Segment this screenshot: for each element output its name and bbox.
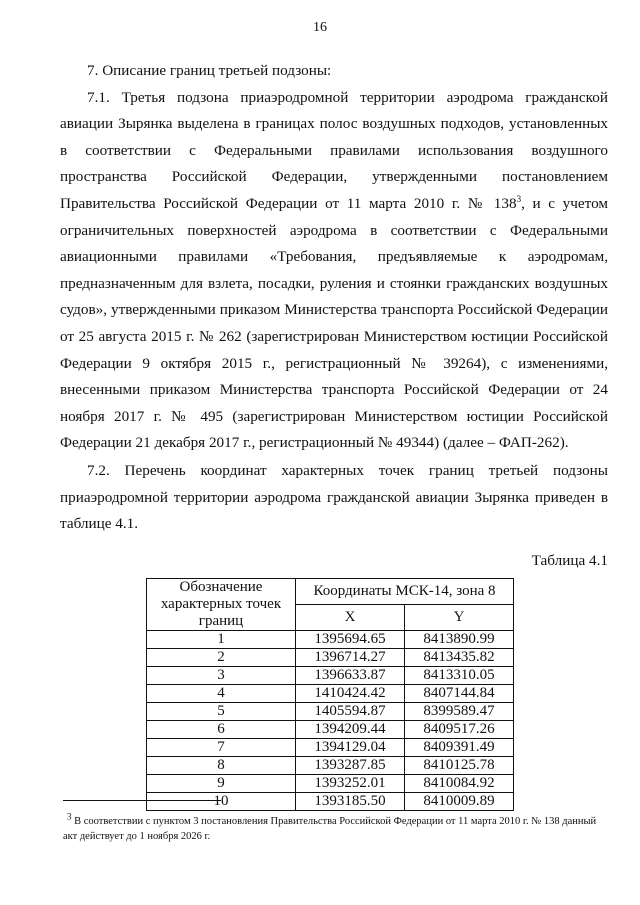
header-point-name: Обозначение характерных точек границ [147, 579, 296, 631]
table-caption: Таблица 4.1 [531, 551, 608, 569]
coordinates-table-body [147, 631, 514, 811]
table-row [147, 685, 514, 703]
point-number-cell: 7 [147, 739, 296, 757]
y-coordinate-cell: 8407144.84 [405, 685, 514, 703]
document-body [60, 58, 608, 811]
footnote [63, 811, 611, 844]
table-row [147, 667, 514, 685]
paragraph-7-2: 7.2. Перечень координат характерных точек границ третьей подзоны приаэродромной территории аэродрома гражданской авиации Зырянка приведен в таблице 4.1. [60, 461, 608, 533]
point-number-cell: 9 [147, 775, 296, 793]
page-number: 16 [313, 20, 327, 35]
footnote-divider [63, 800, 221, 801]
table-row [147, 793, 514, 811]
y-coordinate-cell: 8413310.05 [405, 667, 514, 685]
point-number-cell: 2 [147, 649, 296, 667]
paragraph-7-1 [60, 85, 608, 457]
y-coordinate-cell: 8410125.78 [405, 757, 514, 775]
x-coordinate-cell: 1393185.50 [296, 793, 405, 811]
paragraph-7-1-part2: , и с учетом ограничительных поверхностей аэродрома в соответствии с Федеральными авиационными правилами «Требования, предъявляемые к аэродромам, предназначенным для взлета, посадки, руления и стоянки гражданских воздушных судов», утвержденными приказом Министерства транспорта Российской Федерации от 25 августа 2015 г. № 262 (зарегистрирован Министерством юстиции Российской Федерации 9 октября 2015 г., регистрационный № 39264), с изменениями, внесенными приказом Министерства транспорта Российской Федерации от 24 ноября 2017 г. № 495 (зарегистрирован Министерством юстиции Российской Федерации 21 декабря 2017 г., регистрационный № 49344) (далее – ФАП-262). [60, 194, 608, 452]
header-y: Y [405, 605, 514, 631]
point-number-cell: 8 [147, 757, 296, 775]
y-coordinate-cell: 8409517.26 [405, 721, 514, 739]
table-row [147, 739, 514, 757]
y-coordinate-cell: 8409391.49 [405, 739, 514, 757]
section-heading: 7. Описание границ третьей подзоны: [87, 62, 332, 79]
point-number-cell: 1 [147, 631, 296, 649]
y-coordinate-cell: 8399589.47 [405, 703, 514, 721]
x-coordinate-cell: 1410424.42 [296, 685, 405, 703]
table-row [147, 631, 514, 649]
x-coordinate-cell: 1396714.27 [296, 649, 405, 667]
header-coordinates: Координаты МСК-14, зона 8 [296, 579, 514, 605]
table-row [147, 757, 514, 775]
x-coordinate-cell: 1394209.44 [296, 721, 405, 739]
table-row [147, 649, 514, 667]
y-coordinate-cell: 8413890.99 [405, 631, 514, 649]
point-number-cell: 4 [147, 685, 296, 703]
x-coordinate-cell: 1395694.65 [296, 631, 405, 649]
paragraph-7-1-part1: 7.1. Третья подзона приаэродромной территории аэродрома гражданской авиации Зырянка выделена в границах полос воздушных подходов, установленных в соответствии с Федеральными правилами использования воздушного пространства Российской Федерации, утвержденными постановлением Правительства Российской Федерации от 11 марта 2010 г. № 138 [60, 88, 608, 212]
footnote-reference[interactable]: 3 [516, 193, 522, 204]
point-number-cell: 5 [147, 703, 296, 721]
x-coordinate-cell: 1405594.87 [296, 703, 405, 721]
point-number-cell: 3 [147, 667, 296, 685]
y-coordinate-cell: 8410009.89 [405, 793, 514, 811]
x-coordinate-cell: 1396633.87 [296, 667, 405, 685]
x-coordinate-cell: 1393252.01 [296, 775, 405, 793]
y-coordinate-cell: 8410084.92 [405, 775, 514, 793]
table-row [147, 721, 514, 739]
table-row [147, 703, 514, 721]
header-x: X [296, 605, 405, 631]
x-coordinate-cell: 1393287.85 [296, 757, 405, 775]
table-row [147, 775, 514, 793]
footnote-text: В соответствии с пунктом 3 постановления Правительства Российской Федерации от 11 марта 2010 г. № 138 данный акт действует до 1 ноября 2026 г. [63, 816, 597, 842]
point-number-cell: 6 [147, 721, 296, 739]
footnote-number: 3 [67, 811, 72, 822]
y-coordinate-cell: 8413435.82 [405, 649, 514, 667]
x-coordinate-cell: 1394129.04 [296, 739, 405, 757]
point-number-cell: 10 [147, 793, 296, 811]
coordinates-table [146, 578, 514, 811]
